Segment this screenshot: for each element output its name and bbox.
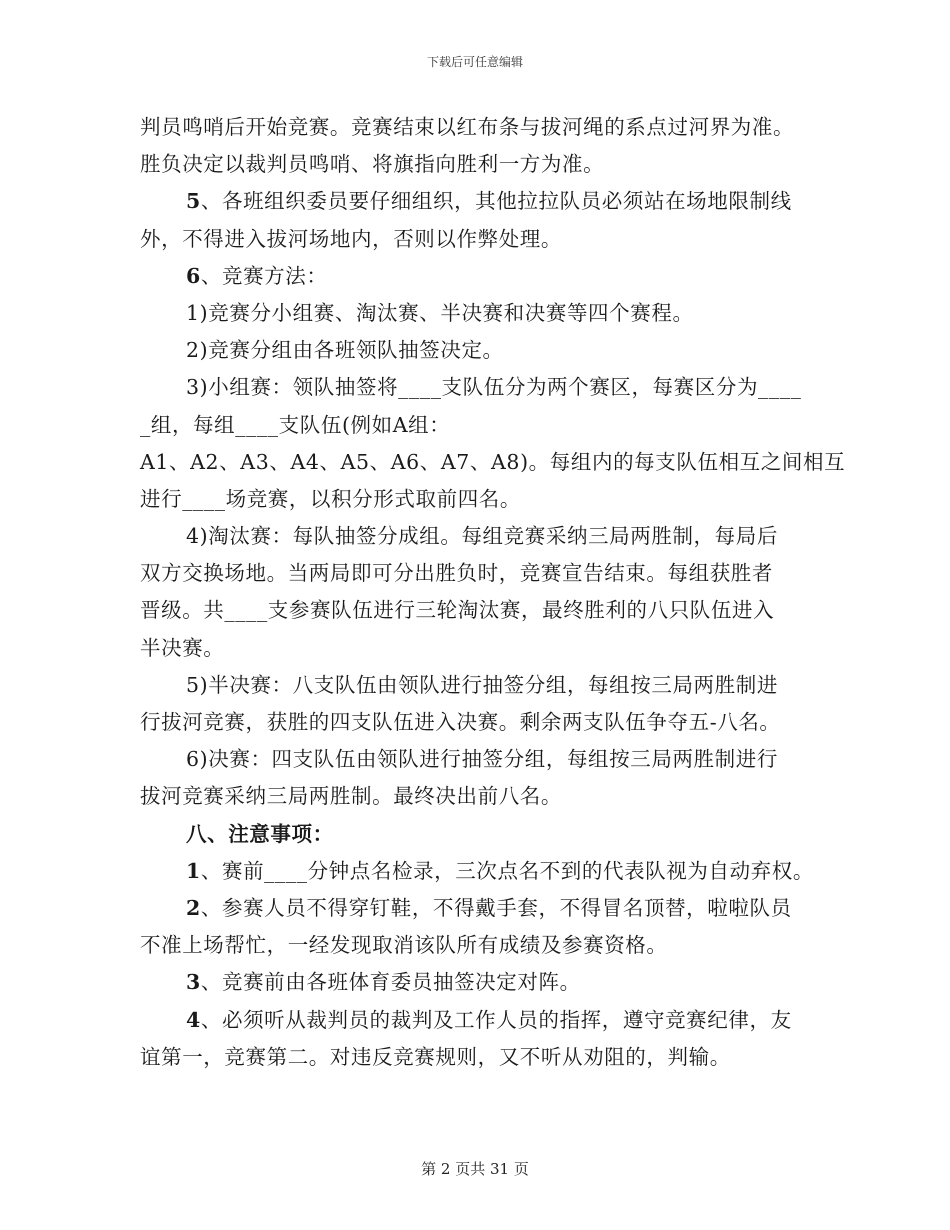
line-text: 八、注意事项： [186,821,334,846]
text-line [140,555,830,592]
line-text: 、必须听从裁判员的裁判及工作人员的指挥，遵守竞赛纪律，友 [200,1007,792,1032]
text-line [140,890,830,927]
text-line [140,295,830,332]
text-line [140,109,830,146]
line-text: 晋级。共____支参赛队伍进行三轮淘汰赛，最终胜利的八只队伍进入 [140,598,775,623]
line-text: 谊第一，竞赛第二。对违反竞赛规则，又不听从劝阻的，判输。 [140,1044,731,1069]
line-text: 、参赛人员不得穿钉鞋，不得戴手套，不得冒名顶替，啦啦队员 [200,895,792,920]
text-line [140,778,830,815]
item-number: 6 [186,263,201,288]
text-line [140,369,830,406]
line-text: 拔河竞赛采纳三局两胜制。最终决出前八名。 [140,784,562,809]
page-header: 下载后可任意编辑 [426,55,523,69]
line-text: 胜负决定以裁判员鸣哨、将旗指向胜利一方为准。 [140,152,605,177]
line-text: 不准上场帮忙，一经发现取消该队所有成绩及参赛资格。 [140,933,668,958]
line-text: 进行____场竞赛，以积分形式取前四名。 [140,486,521,511]
line-text: 判员鸣哨后开始竞赛。竞赛结束以红布条与拔河绳的系点过河界为准。 [140,115,795,139]
line-text: 1)竞赛分小组赛、淘汰赛、半决赛和决赛等四个赛程。 [186,300,694,325]
line-text: 5)半决赛：八支队伍由领队进行抽签分组，每组按三局两胜制进 [186,672,778,697]
text-line [140,592,830,629]
text-line [140,630,830,667]
text-line [140,1039,830,1076]
page-footer: 第 2 页共 31 页 [421,1160,529,1178]
line-text: 双方交换场地。当两局即可分出胜负时，竞赛宣告结束。每组获胜者 [140,561,773,586]
text-line [140,183,830,220]
document-body [140,109,846,1076]
item-number: 2 [186,895,201,920]
text-line [140,146,830,183]
text-line [140,332,830,369]
line-text: 3)小组赛：领队抽签将____支队伍分为两个赛区，每赛区分为____ [186,375,802,400]
line-text: 、赛前____分钟点名检录，三次点名不到的代表队视为自动弃权。 [200,858,814,883]
line-text: 、竞赛方法： [200,263,328,288]
text-line [140,518,830,555]
text-line [140,927,830,964]
line-text: A1、A2、A3、A4、A5、A6、A7、A8)。每组内的每支队伍相互之间相互 [140,449,846,474]
text-line [140,407,830,444]
line-text: 4)淘汰赛：每队抽签分成组。每组竞赛采纳三局两胜制，每局后 [186,524,778,549]
line-text: 行拔河竞赛，获胜的四支队伍进入决赛。剩余两支队伍争夺五-八名。 [140,710,781,734]
text-line [140,704,830,741]
line-text: 半决赛。 [140,635,225,660]
text-line [140,481,830,518]
item-number: 5 [186,189,201,214]
item-number: 4 [186,1007,201,1032]
text-line [140,258,830,295]
text-line [140,221,830,258]
item-number: 3 [186,970,201,995]
line-text: 2)竞赛分组由各班领队抽签决定。 [186,338,504,363]
item-number: 1 [186,858,201,883]
text-line [140,741,830,778]
line-text: _组，每组____支队伍(例如A组： [140,412,451,437]
line-text: 、竞赛前由各班体育委员抽签决定对阵。 [200,970,581,995]
text-line [140,1002,830,1039]
line-text: 外，不得进入拔河场地内，否则以作弊处理。 [140,226,562,251]
text-line [140,964,830,1001]
text-line [140,816,830,853]
text-line [140,667,830,704]
line-text: 、各班组织委员要仔细组织，其他拉拉队员必须站在场地限制线 [200,189,792,214]
text-line [140,853,830,890]
text-line [140,444,846,481]
line-text: 6)决赛：四支队伍由领队进行抽签分组，每组按三局两胜制进行 [186,747,778,772]
